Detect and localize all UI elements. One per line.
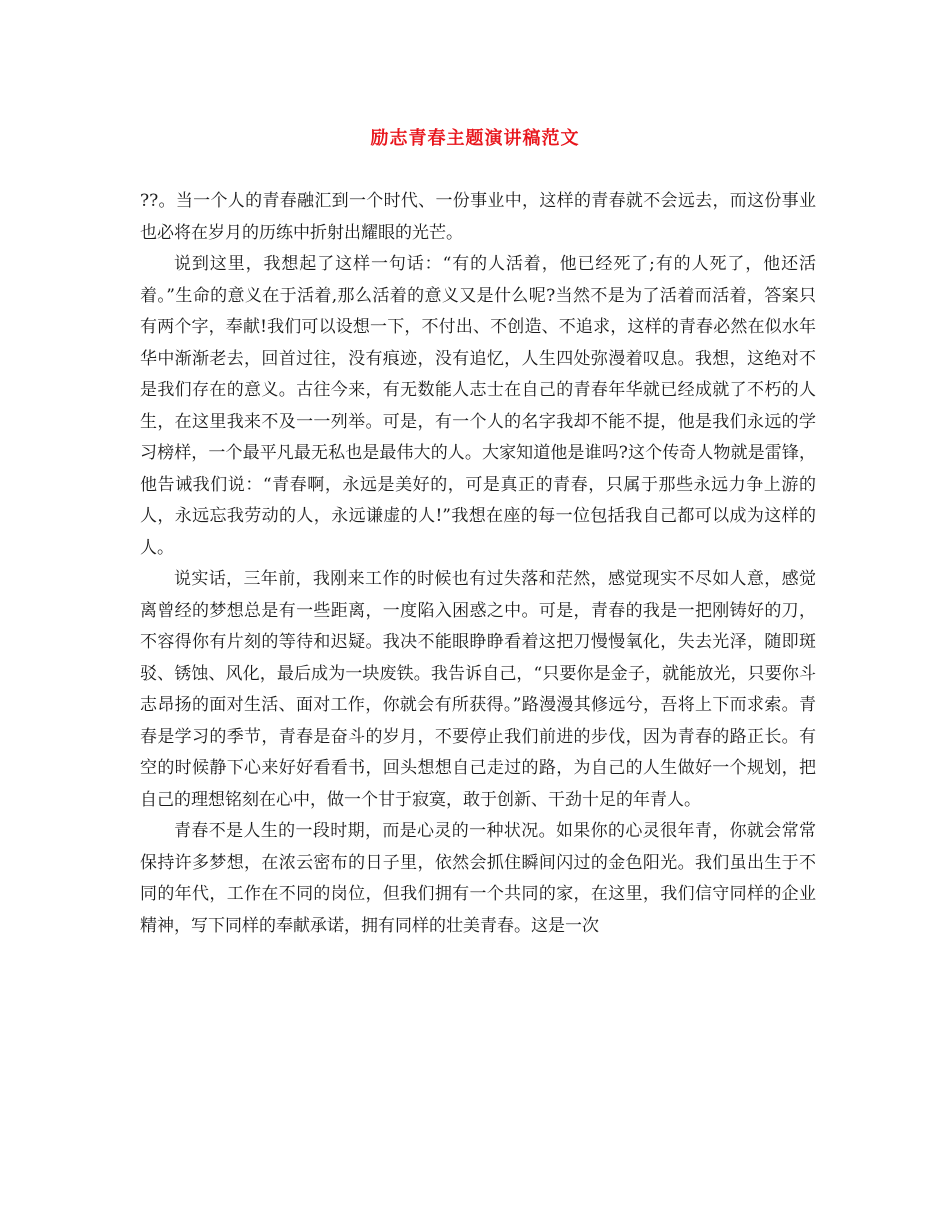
paragraph-4: 青春不是人生的一段时期，而是心灵的一种状况。如果你的心灵很年青，你就会常常保持许多梦想，在浓云密布的日子里，依然会抓住瞬间闪过的金色阳光。我们虽出生于不同的年代，工作在不同的岗位，但我们拥有一个共同的家，在这里，我们信守同样的企业精神，写下同样的奉献承诺，拥有同样的壮美青春。这是一次 bbox=[140, 821, 816, 936]
paragraph-1: ??。当一个人的青春融汇到一个时代、一份事业中，这样的青春就不会远去，而这份事业也必将在岁月的历练中折射出耀眼的光芒。 bbox=[140, 191, 816, 243]
paragraph-3: 说实话，三年前，我刚来工作的时候也有过失落和茫然，感觉现实不尽如人意，感觉离曾经的梦想总是有一些距离，一度陷入困惑之中。可是，青春的我是一把刚铸好的刀，不容得你有片刻的等待和迟疑。我决不能眼睁睁看着这把刀慢慢氧化，失去光泽，随即斑驳、锈蚀、风化，最后成为一块废铁。我告诉自己，“只要你是金子，就能放光，只要你斗志昂扬的面对生活、面对工作，你就会有所获得。”路漫漫其修远兮，吾将上下而求索。青春是学习的季节，青春是奋斗的岁月，不要停止我们前进的步伐，因为青春的路正长。有空的时候静下心来好好看看书，回头想想自己走过的路，为自己的人生做好一个规划，把自己的理想铭刻在心中，做一个甘于寂寞，敢于创新、干劲十足的年青人。 bbox=[140, 569, 816, 810]
document-title: 励志青春主题演讲稿范文 bbox=[370, 128, 580, 149]
paragraph-2: 说到这里，我想起了这样一句话：“有的人活着，他已经死了;有的人死了，他还活着。”生命的意义在于活着,那么活着的意义又是什么呢?当然不是为了活着而活着，答案只有两个字，奉献!我们可以设想一下，不付出、不创造、不追求，这样的青春必然在似水年华中渐渐老去，回首过往，没有痕迹，没有追忆，人生四处弥漫着叹息。我想，这绝对不是我们存在的意义。古往今来，有无数能人志士在自己的青春年华就已经成就了不朽的人生，在这里我来不及一一列举。可是，有一个人的名字我却不能不提，他是我们永远的学习榜样，一个最平凡最无私也是最伟大的人。大家知道他是谁吗?这个传奇人物就是雷锋，他告诫我们说：“青春啊，永远是美好的，可是真正的青春，只属于那些永远力争上游的人，永远忘我劳动的人，永远谦虚的人!”我想在座的每一位包括我自己都可以成为这样的人。 bbox=[140, 254, 816, 558]
document-body bbox=[140, 186, 816, 942]
